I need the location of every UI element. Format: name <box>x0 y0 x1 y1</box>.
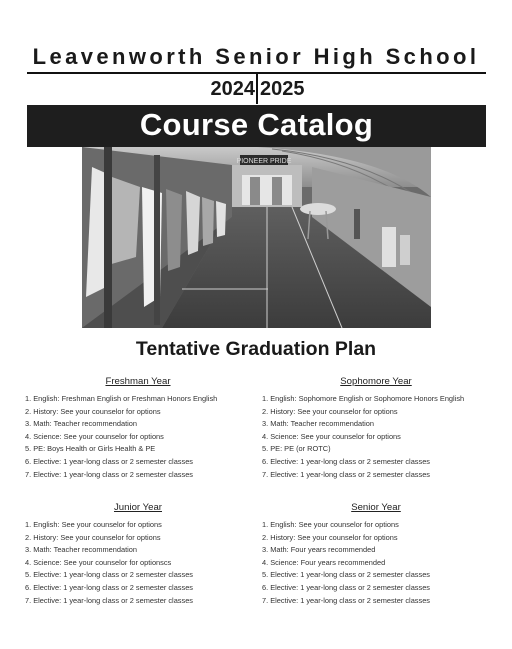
list-item: 6. Elective: 1 year-long class or 2 semester classes <box>25 582 193 592</box>
list-item: 1. English: Freshman English or Freshman Honors English <box>25 394 218 403</box>
list-item: 4. Science: See your counselor for options <box>262 431 401 441</box>
list-item: 3. Math: Teacher recommendation <box>262 419 375 429</box>
list-item: 5. Elective: 1 year-long class or 2 semester classes <box>25 570 193 580</box>
list-item: 2. History: See your counselor for options <box>262 406 398 416</box>
freshman-heading: Freshman Year <box>105 376 171 387</box>
year-start: 2024 <box>210 78 255 100</box>
list-item: 4. Science: See your counselor for options <box>25 431 164 441</box>
list-item: 4. Science: See your counselor for optionscs <box>25 557 172 567</box>
hallway-photo <box>82 147 431 328</box>
catalog-title: Course Catalog <box>139 107 374 142</box>
list-item: 6. Elective: 1 year-long class or 2 semester classes <box>262 582 430 592</box>
list-item: 1. English: See your counselor for options <box>262 520 399 529</box>
senior-heading: Senior Year <box>351 502 401 513</box>
senior-section <box>262 502 492 607</box>
school-name: Leavenworth Senior High School <box>32 44 480 69</box>
list-item: 1. English: Sophomore English or Sophomore Honors English <box>262 394 465 403</box>
list-item: 3. Math: Four years recommended <box>262 545 376 555</box>
year-end: 2025 <box>260 78 305 100</box>
sophomore-heading: Sophomore Year <box>340 376 412 387</box>
list-item: 5. PE: Boys Health or Girls Health & PE <box>25 444 156 454</box>
list-item: 5. PE: PE (or ROTC) <box>262 444 331 454</box>
list-item: 4. Science: Four years recommended <box>262 557 386 567</box>
list-item: 6. Elective: 1 year-long class or 2 semester classes <box>25 456 193 466</box>
list-item: 3. Math: Teacher recommendation <box>25 419 138 429</box>
list-item: 2. History: See your counselor for options <box>262 532 398 542</box>
freshman-section <box>25 376 255 481</box>
list-item: 7. Elective: 1 year-long class or 2 semester classes <box>25 595 193 605</box>
school-year <box>0 78 512 104</box>
list-item: 6. Elective: 1 year-long class or 2 semester classes <box>262 456 430 466</box>
junior-section <box>25 502 255 607</box>
list-item: 1. English: See your counselor for options <box>25 520 162 529</box>
year-divider <box>256 73 258 104</box>
list-item: 7. Elective: 1 year-long class or 2 semester classes <box>25 469 193 479</box>
sophomore-section <box>262 376 492 481</box>
junior-heading: Junior Year <box>113 502 162 513</box>
list-item: 2. History: See your counselor for options <box>25 532 161 542</box>
plan-title: Tentative Graduation Plan <box>135 338 377 360</box>
list-item: 7. Elective: 1 year-long class or 2 semester classes <box>262 469 430 479</box>
pioneer-sign: PIONEER PRIDE <box>236 158 292 165</box>
list-item: 2. History: See your counselor for options <box>25 406 161 416</box>
list-item: 3. Math: Teacher recommendation <box>25 545 138 555</box>
list-item: 5. Elective: 1 year-long class or 2 semester classes <box>262 570 430 580</box>
list-item: 7. Elective: 1 year-long class or 2 semester classes <box>262 595 430 605</box>
